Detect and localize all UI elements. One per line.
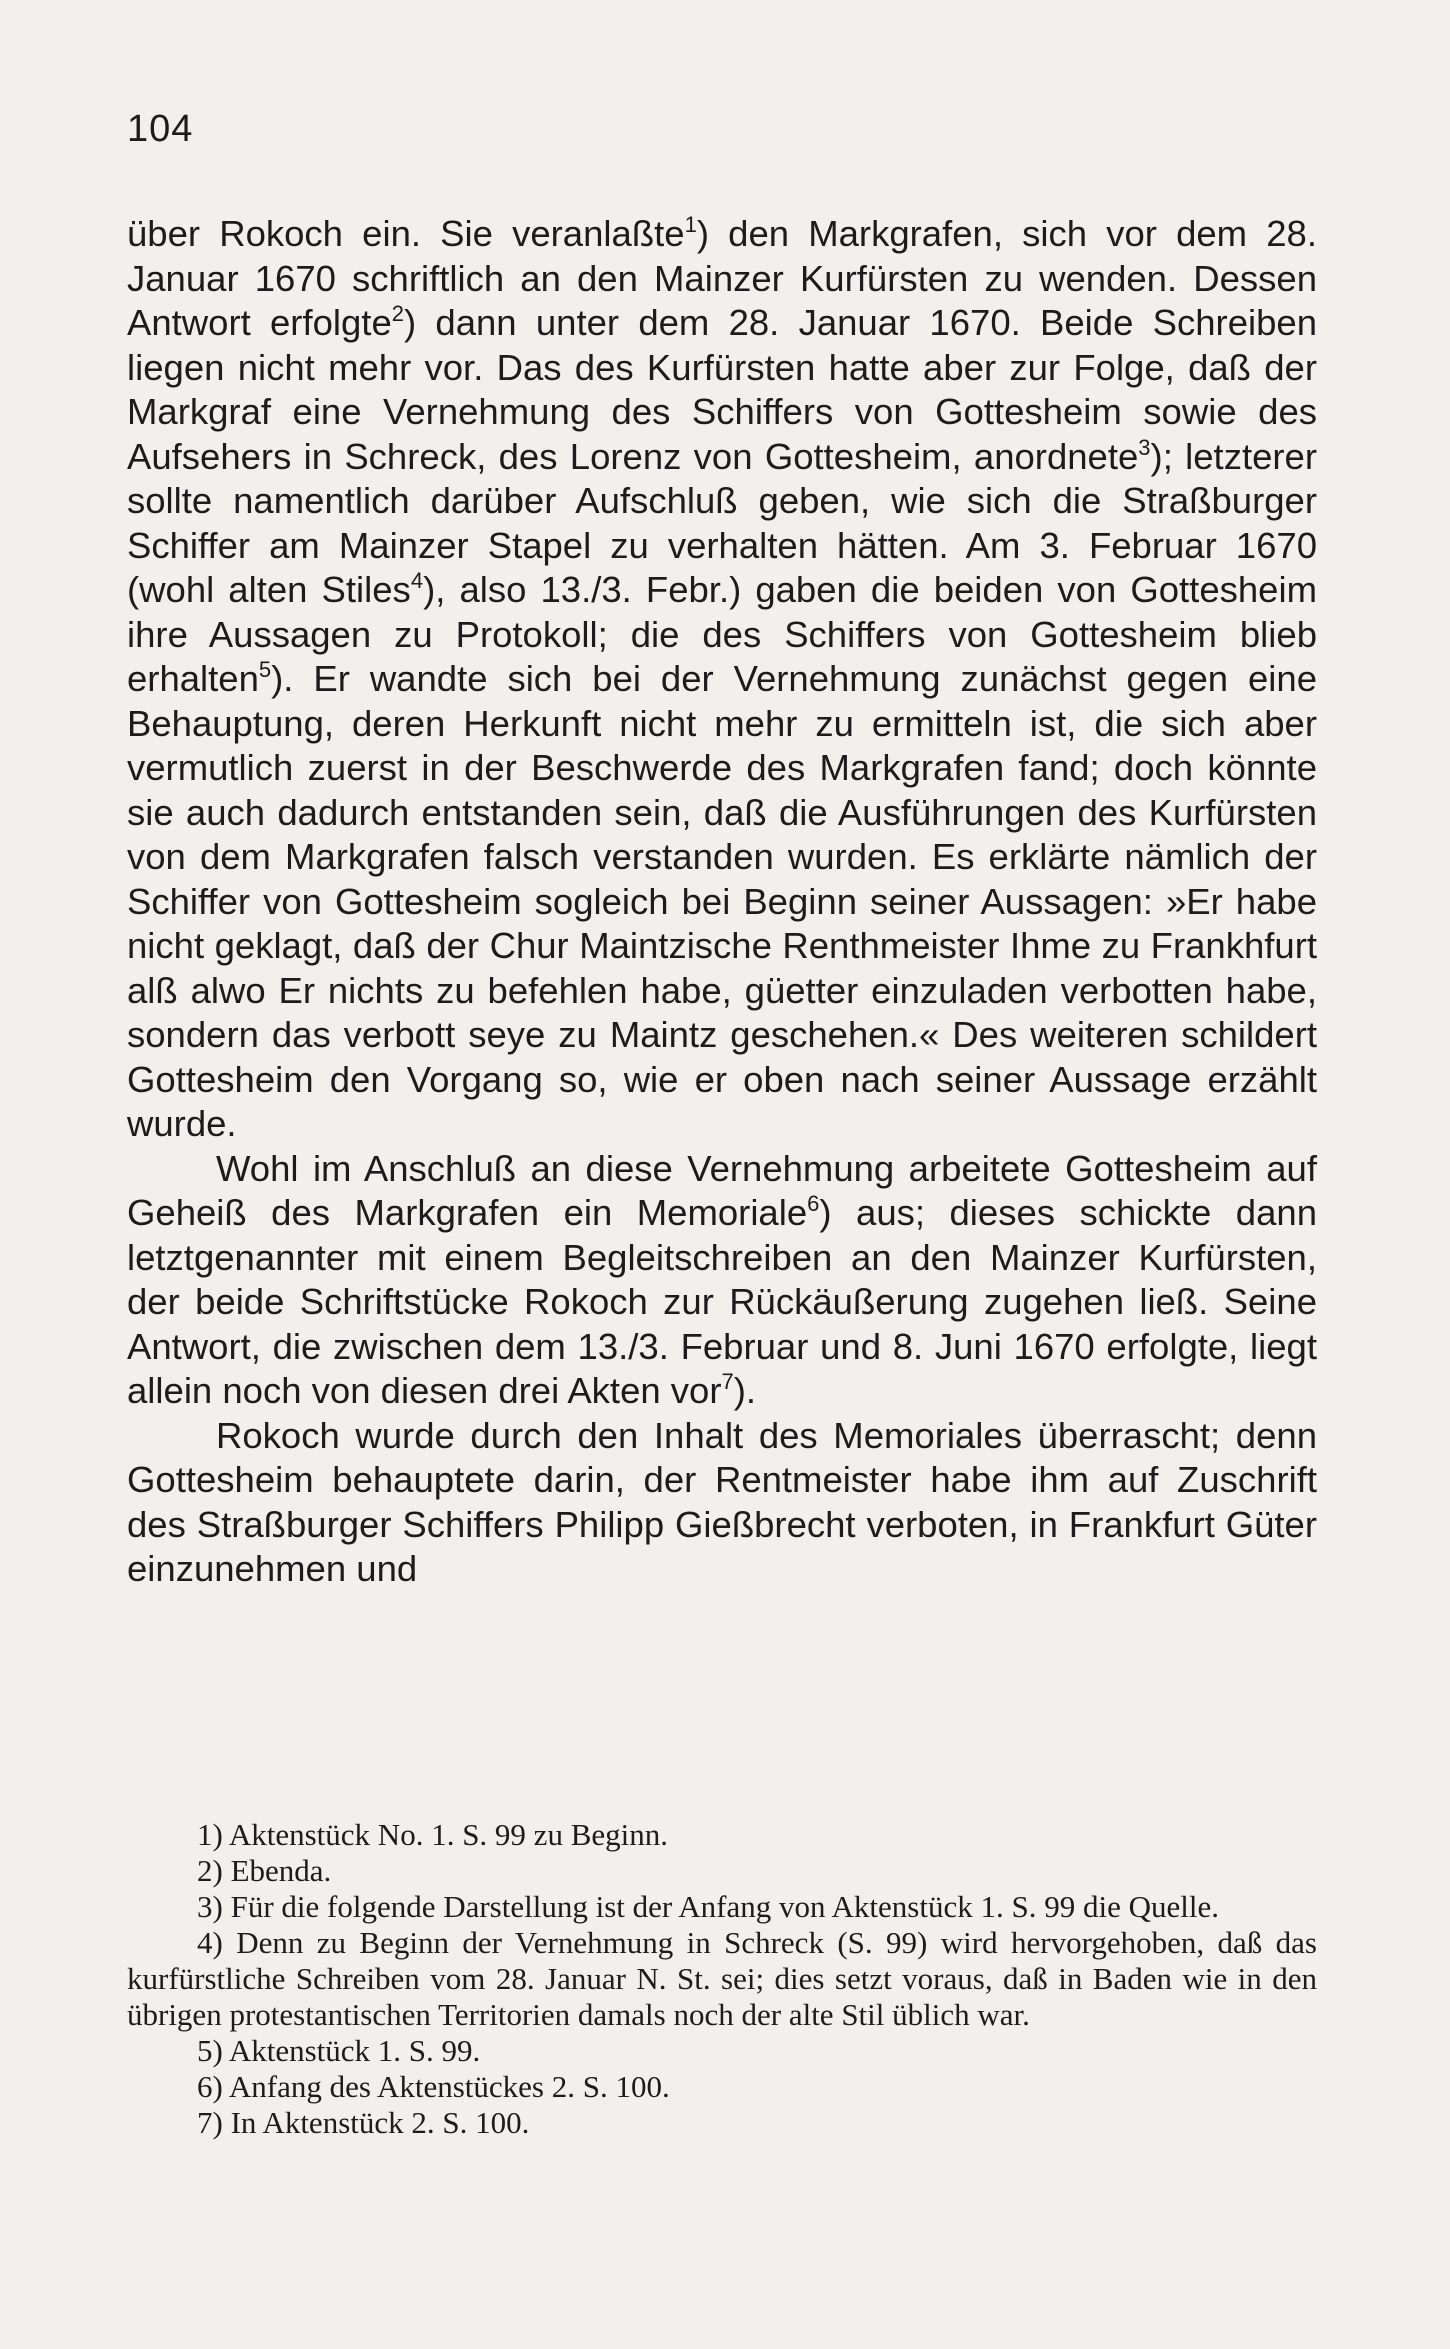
paragraph-1 xyxy=(127,212,1317,1147)
footnote-3: 3) Für die folgende Darstellung ist der Anfang von Aktenstück 1. S. 99 die Quelle. xyxy=(197,1889,1219,1924)
paragraph-1-text-6: ). Er wandte sich bei der Vernehmung zunächst gegen eine Behauptung, deren Herkunft nicht mehr zu ermitteln ist, die sich aber vermutlich zuerst in der Beschwerde des Markgrafen fand; doch könnte sie auch dadurch entstanden sein, daß die Ausführungen des Kurfürsten von dem Markgrafen falsch verstanden wurden. Es erklärte nämlich der Schiffer von Gottesheim sogleich bei Beginn seiner Aussagen: »Er habe nicht geklagt, daß der Chur Maintzische Renthmeister Ihme zu Frankhfurt alß alwo Er nichts zu befehlen habe, güetter einzuladen verbotten habe, sondern das verbott seye zu Maintz geschehen.« Des weiteren schildert Gottesheim den Vorgang so, wie er oben nach seiner Aussage erzählt wurde. xyxy=(127,658,1317,1144)
paragraph-1-text-1: über Rokoch ein. Sie veranlaßte xyxy=(127,213,685,254)
paragraph-1-text-2: ) den Markgrafen, sich vor dem 28. Januar 1670 schriftlich an den Mainzer Kurfürsten zu wenden. Dessen Antwort erfolgte xyxy=(127,213,1317,343)
paragraph-2-text-3: ). xyxy=(733,1370,757,1411)
paragraph-1-text-3: ) dann unter dem 28. Januar 1670. Beide Schreiben liegen nicht mehr vor. Das des Kurfürsten hatte aber zur Folge, daß der Markgraf eine Vernehmung des Schiffers von Gottesheim sowie des Aufsehers in Schreck, des Lorenz von Gottesheim, anordnete xyxy=(127,302,1318,477)
paragraph-2 xyxy=(127,1147,1317,1414)
paragraph-2-text-2: ) aus; dieses schickte dann letztgenannter mit einem Begleitschreiben an den Mainzer Kurfürsten, der beide Schriftstücke Rokoch zur Rückäußerung zugehen ließ. Seine Antwort, die zwischen dem 13./3. Februar und 8. Juni 1670 erfolgte, liegt allein noch von diesen drei Akten vor xyxy=(127,1192,1317,1411)
page-number: 104 xyxy=(127,108,194,150)
footnote-ref-5: 5 xyxy=(258,657,272,682)
footnote-ref-7: 7 xyxy=(721,1369,734,1394)
footnote-ref-1: 1 xyxy=(684,212,697,237)
footnote-ref-6: 6 xyxy=(807,1191,820,1216)
paragraph-3 xyxy=(127,1414,1317,1592)
main-text xyxy=(127,212,1317,1592)
footnotes xyxy=(127,1817,1317,2141)
footnote-2: 2) Ebenda. xyxy=(197,1853,332,1888)
paragraph-3-text-1: Rokoch wurde durch den Inhalt des Memoriales überrascht; denn Gottesheim behauptete darin, der Rentmeister habe ihm auf Zuschrift des Straßburger Schiffers Philipp Gießbrecht verboten, in Frankfurt Güter einzunehmen und xyxy=(127,1414,1317,1589)
footnote-4: 4) Denn zu Beginn der Vernehmung in Schreck (S. 99) wird hervorgehoben, daß das kurfürstliche Schreiben vom 28. Januar N. St. sei; dies setzt voraus, daß in Baden wie in den übrigen protestantischen Territorien damals noch der alte Stil üblich war. xyxy=(127,1925,1317,2032)
footnote-6: 6) Anfang des Aktenstückes 2. S. 100. xyxy=(197,2069,670,2104)
paragraph-1-text-4: ); letzterer sollte namentlich darüber Aufschluß geben, wie sich die Straßburger Schiffer am Mainzer Stapel zu verhalten hätten. Am 3. Februar 1670 (wohl alten Stiles xyxy=(127,435,1317,610)
footnote-ref-2: 2 xyxy=(391,301,404,326)
footnote-ref-4: 4 xyxy=(410,568,424,593)
paragraph-1-text-5: ), also 13./3. Febr.) gaben die beiden von Gottesheim ihre Aussagen zu Protokoll; die des Schiffers von Gottesheim blieb erhalten xyxy=(127,569,1317,699)
paragraph-2-text-1: Wohl im Anschluß an diese Vernehmung arbeitete Gottesheim auf Geheiß des Markgrafen ein Memoriale xyxy=(127,1147,1317,1233)
footnote-1: 1) Aktenstück No. 1. S. 99 zu Beginn. xyxy=(197,1817,668,1852)
footnote-5: 5) Aktenstück 1. S. 99. xyxy=(197,2033,481,2068)
footnote-ref-3: 3 xyxy=(1138,434,1151,460)
footnote-7: 7) In Aktenstück 2. S. 100. xyxy=(197,2105,530,2140)
